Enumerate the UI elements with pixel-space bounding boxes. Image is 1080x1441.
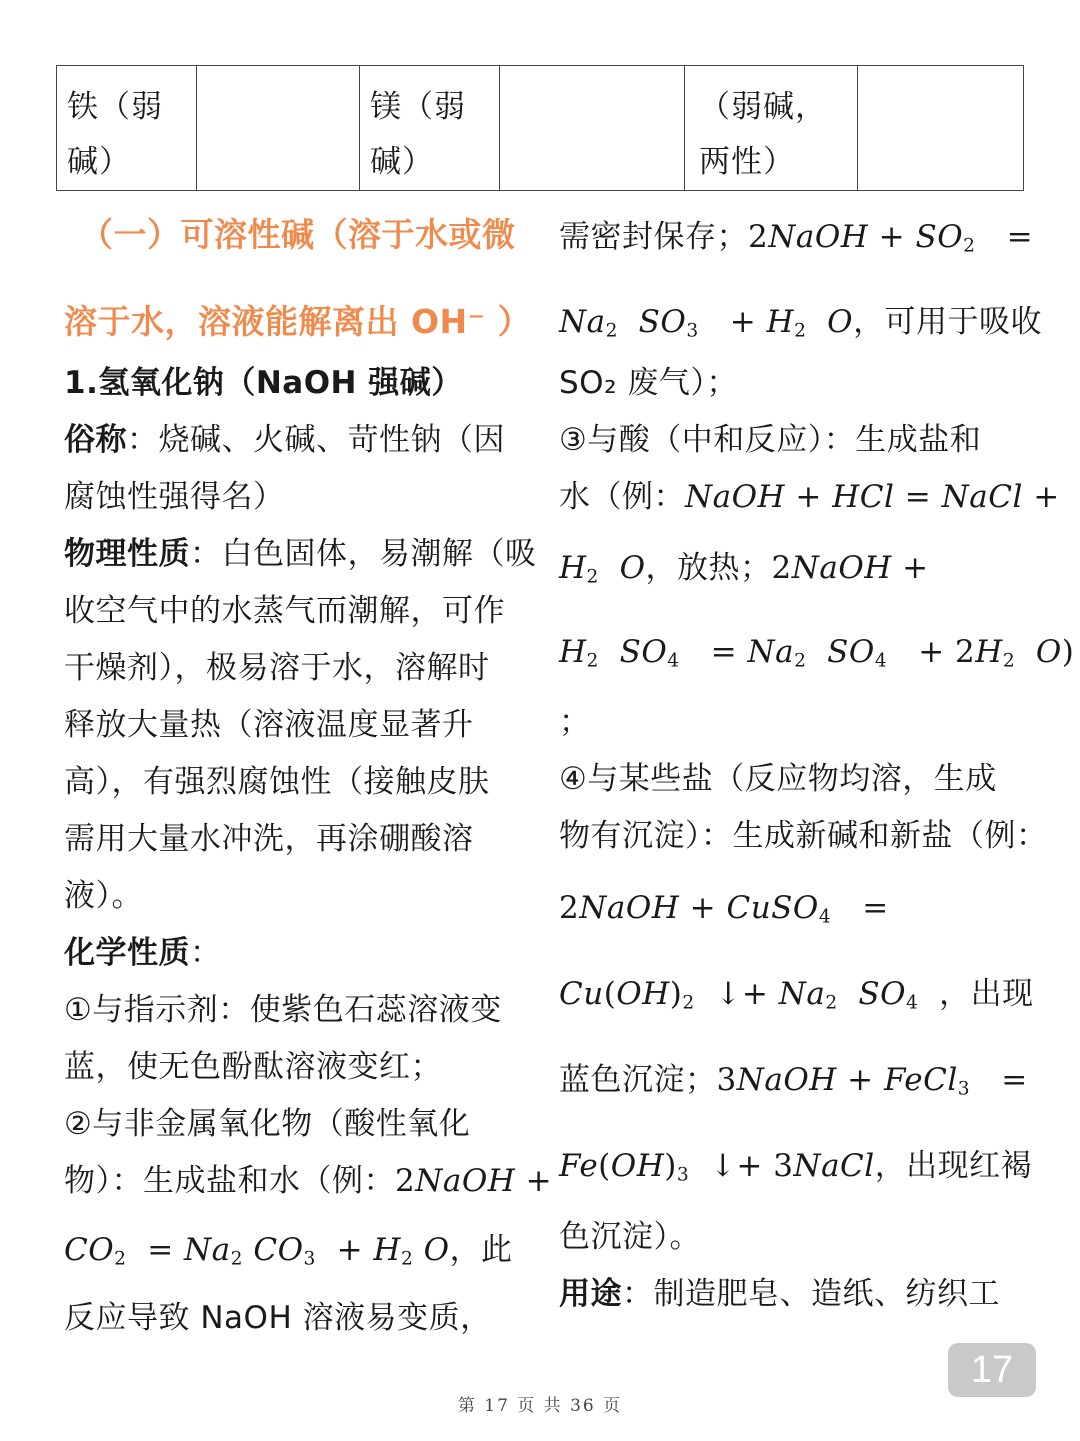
naoh-heading: 1.氢氧化钠（NaOH 强碱） [64,365,463,401]
chem-line [64,925,529,982]
equation: 2NaOH + [771,550,929,586]
right-line [559,205,1037,289]
chem-label: 化学性质 [64,935,190,971]
table-cell [858,66,1024,191]
equation: $Cu(OH)_2$ ↓+ $Na_2$ $SO_4$ [559,976,919,1014]
item4-text: ，出现 [939,976,1034,1012]
use-text: ：制造肥皂、造纸、纺织工 [622,1276,1000,1312]
phys-line [64,526,537,583]
item4-line [559,1037,1037,1123]
equation: 2NaOH + [395,1163,553,1199]
equation: NaOH + HCl = NaCl + [685,479,1060,515]
table-cell: （弱碱，两性） [685,66,858,191]
alias-text: ：烧碱、火碱、苛性钠（因 [127,422,505,458]
right-column [559,205,1075,1323]
table-cell: 镁（弱碱） [360,66,500,191]
item1-text: 蓝，使无色酚酞溶液变红； [64,1049,442,1085]
alias-line-2: 腐蚀性强得名） [64,479,285,515]
equation: $H_2$ O [559,550,646,588]
item4-text: 色沉淀）。 [559,1219,701,1255]
base-table [56,65,1024,191]
item3-text: ； [559,704,591,740]
item4-text: ，出现红褐 [874,1148,1033,1184]
equation: 2NaOH + $SO_2$ = [748,219,1034,257]
equation: 2NaOH + CuSO$_4$ = [559,890,889,928]
right-line [559,289,1043,355]
phys-text: 需用大量水冲洗，再涂硼酸溶 [64,821,474,857]
table-cell [500,66,685,191]
equation: $H_2$ $SO_4$ = $Na_2$ $SO_4$ + $2H_2$ O) [559,634,1075,672]
item2-text: 物）：生成盐和水（例： [64,1163,395,1199]
phys-text: 液）。 [64,878,143,914]
equation: $CO_2 = Na_2$ $CO_3 + H_2$ O [64,1232,450,1270]
item2-text: ，此 [449,1232,513,1268]
equation: $Fe(OH)_3$ ↓+ 3NaCl [559,1148,875,1186]
phys-label: 物理性质 [64,536,190,572]
item2-line [64,1153,553,1210]
item2-text: 反应导致 NaOH 溶液易变质， [64,1300,492,1336]
use-label: 用途 [559,1276,622,1312]
item2-line [64,1210,529,1290]
item3-line [559,526,1037,610]
storage-text: 需密封保存； [559,219,748,255]
use-line [559,1266,1037,1323]
item4-text: ④与某些盐（反应物均溶，生成 [559,761,997,797]
table-cell: 铁（弱碱） [57,66,197,191]
page-footer: 第 17 页 共 36 页 [457,1396,623,1416]
phys-text: 收空气中的水蒸气而潮解，可作 [64,593,505,629]
item4-line [559,865,1037,951]
storage-text: ，可用于吸收 [853,304,1043,340]
item3-text: 水（例： [559,479,685,515]
equation: 3NaOH + FeCl$_3$ = [716,1062,1028,1100]
equation: $Na_2$ $SO_3$ + $H_2$ O [559,304,854,342]
item3-line [559,610,1075,694]
item1-text: ①与指示剂：使紫色石蕊溶液变 [64,992,502,1028]
item2-text: ②与非金属氧化物（酸性氧化 [64,1106,471,1142]
storage-text: SO₂ 废气）； [559,365,738,401]
item3-text: ，放热； [645,550,772,586]
item4-text: 物有沉淀）：生成新碱和新盐（例： [559,818,1048,854]
table-cell [197,66,360,191]
phys-text: ：白色固体，易潮解（吸 [190,536,537,572]
chem-colon: ： [190,935,222,971]
alias-line [64,412,529,469]
phys-text: 释放大量热（溶液温度显著升 [64,707,474,743]
section-title-cont: 溶于水，溶液能解离出 OH⁻ ） [64,302,532,341]
phys-text: 高），有强烈腐蚀性（接触皮肤 [64,764,490,800]
page-number-badge: 17 [948,1343,1036,1397]
item4-line [559,951,1037,1037]
item4-line [559,1123,1037,1209]
table-row [57,66,1024,191]
section-title: （一）可溶性碱（溶于水或微 [80,215,516,254]
item3-text: ③与酸（中和反应）：生成盐和 [559,422,982,458]
alias-label: 俗称 [64,422,127,458]
phys-text: 干燥剂），极易溶于水，溶解时 [64,650,490,686]
left-column [64,205,553,1347]
item3-line [559,469,1060,526]
item4-text: 蓝色沉淀； [559,1062,717,1098]
